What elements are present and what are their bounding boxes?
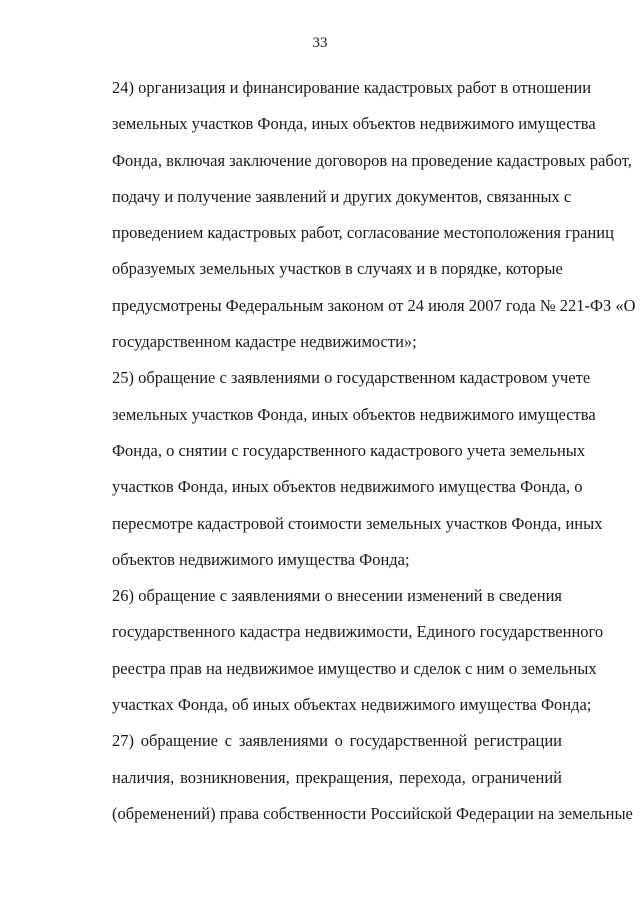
paragraph-line: земельных участков Фонда, иных объектов недвижимого имущества	[112, 114, 596, 134]
paragraph-27	[75, 723, 633, 832]
paragraph-line: государственном кадастре недвижимости»;	[112, 332, 417, 352]
paragraph-line: (обременений) права собственности Российской Федерации на земельные	[112, 803, 633, 823]
paragraph-26	[75, 578, 604, 723]
paragraph-line: 24) организация и финансирование кадастровых работ в отношении	[112, 78, 592, 97]
document-body	[75, 70, 636, 832]
paragraph-line: Фонда, включая заключение договоров на проведение кадастровых работ,	[112, 150, 632, 170]
paragraph-line: участках Фонда, об иных объектах недвижимого имущества Фонда;	[112, 695, 592, 715]
paragraph-line: предусмотрены Федеральным законом от 24 июля 2007 года № 221-ФЗ «О	[112, 295, 636, 315]
paragraph-line: проведением кадастровых работ, согласование местоположения границ	[112, 223, 614, 243]
paragraph-line: 26) обращение с заявлениями о внесении изменений в сведения	[112, 586, 562, 606]
paragraph-line: объектов недвижимого имущества Фонда;	[112, 549, 410, 569]
paragraph-25	[75, 360, 603, 578]
paragraph-24	[75, 70, 636, 360]
paragraph-line: образуемых земельных участков в случаях и в порядке, которые	[112, 259, 563, 279]
paragraph-line: реестра прав на недвижимое имущество и сделок с ним о земельных	[112, 658, 597, 678]
paragraph-line: пересмотре кадастровой стоимости земельных участков Фонда, иных	[112, 513, 603, 533]
paragraph-line: 25) обращение с заявлениями о государственном кадастровом учете	[112, 368, 591, 388]
page-number: 33	[312, 35, 328, 51]
paragraph-line: государственного кадастра недвижимости, Единого государственного	[112, 622, 604, 642]
paragraph-line: 27) обращение с заявлениями о государственной регистрации	[112, 731, 562, 751]
paragraph-line: Фонда, о снятии с государственного кадастрового учета земельных	[112, 440, 586, 460]
paragraph-line: земельных участков Фонда, иных объектов недвижимого имущества	[112, 404, 596, 424]
paragraph-line: подачу и получение заявлений и других документов, связанных с	[112, 186, 572, 206]
paragraph-line: наличия, возникновения, прекращения, перехода, ограничений	[112, 767, 562, 787]
paragraph-line: участков Фонда, иных объектов недвижимого имущества Фонда, о	[112, 477, 583, 497]
